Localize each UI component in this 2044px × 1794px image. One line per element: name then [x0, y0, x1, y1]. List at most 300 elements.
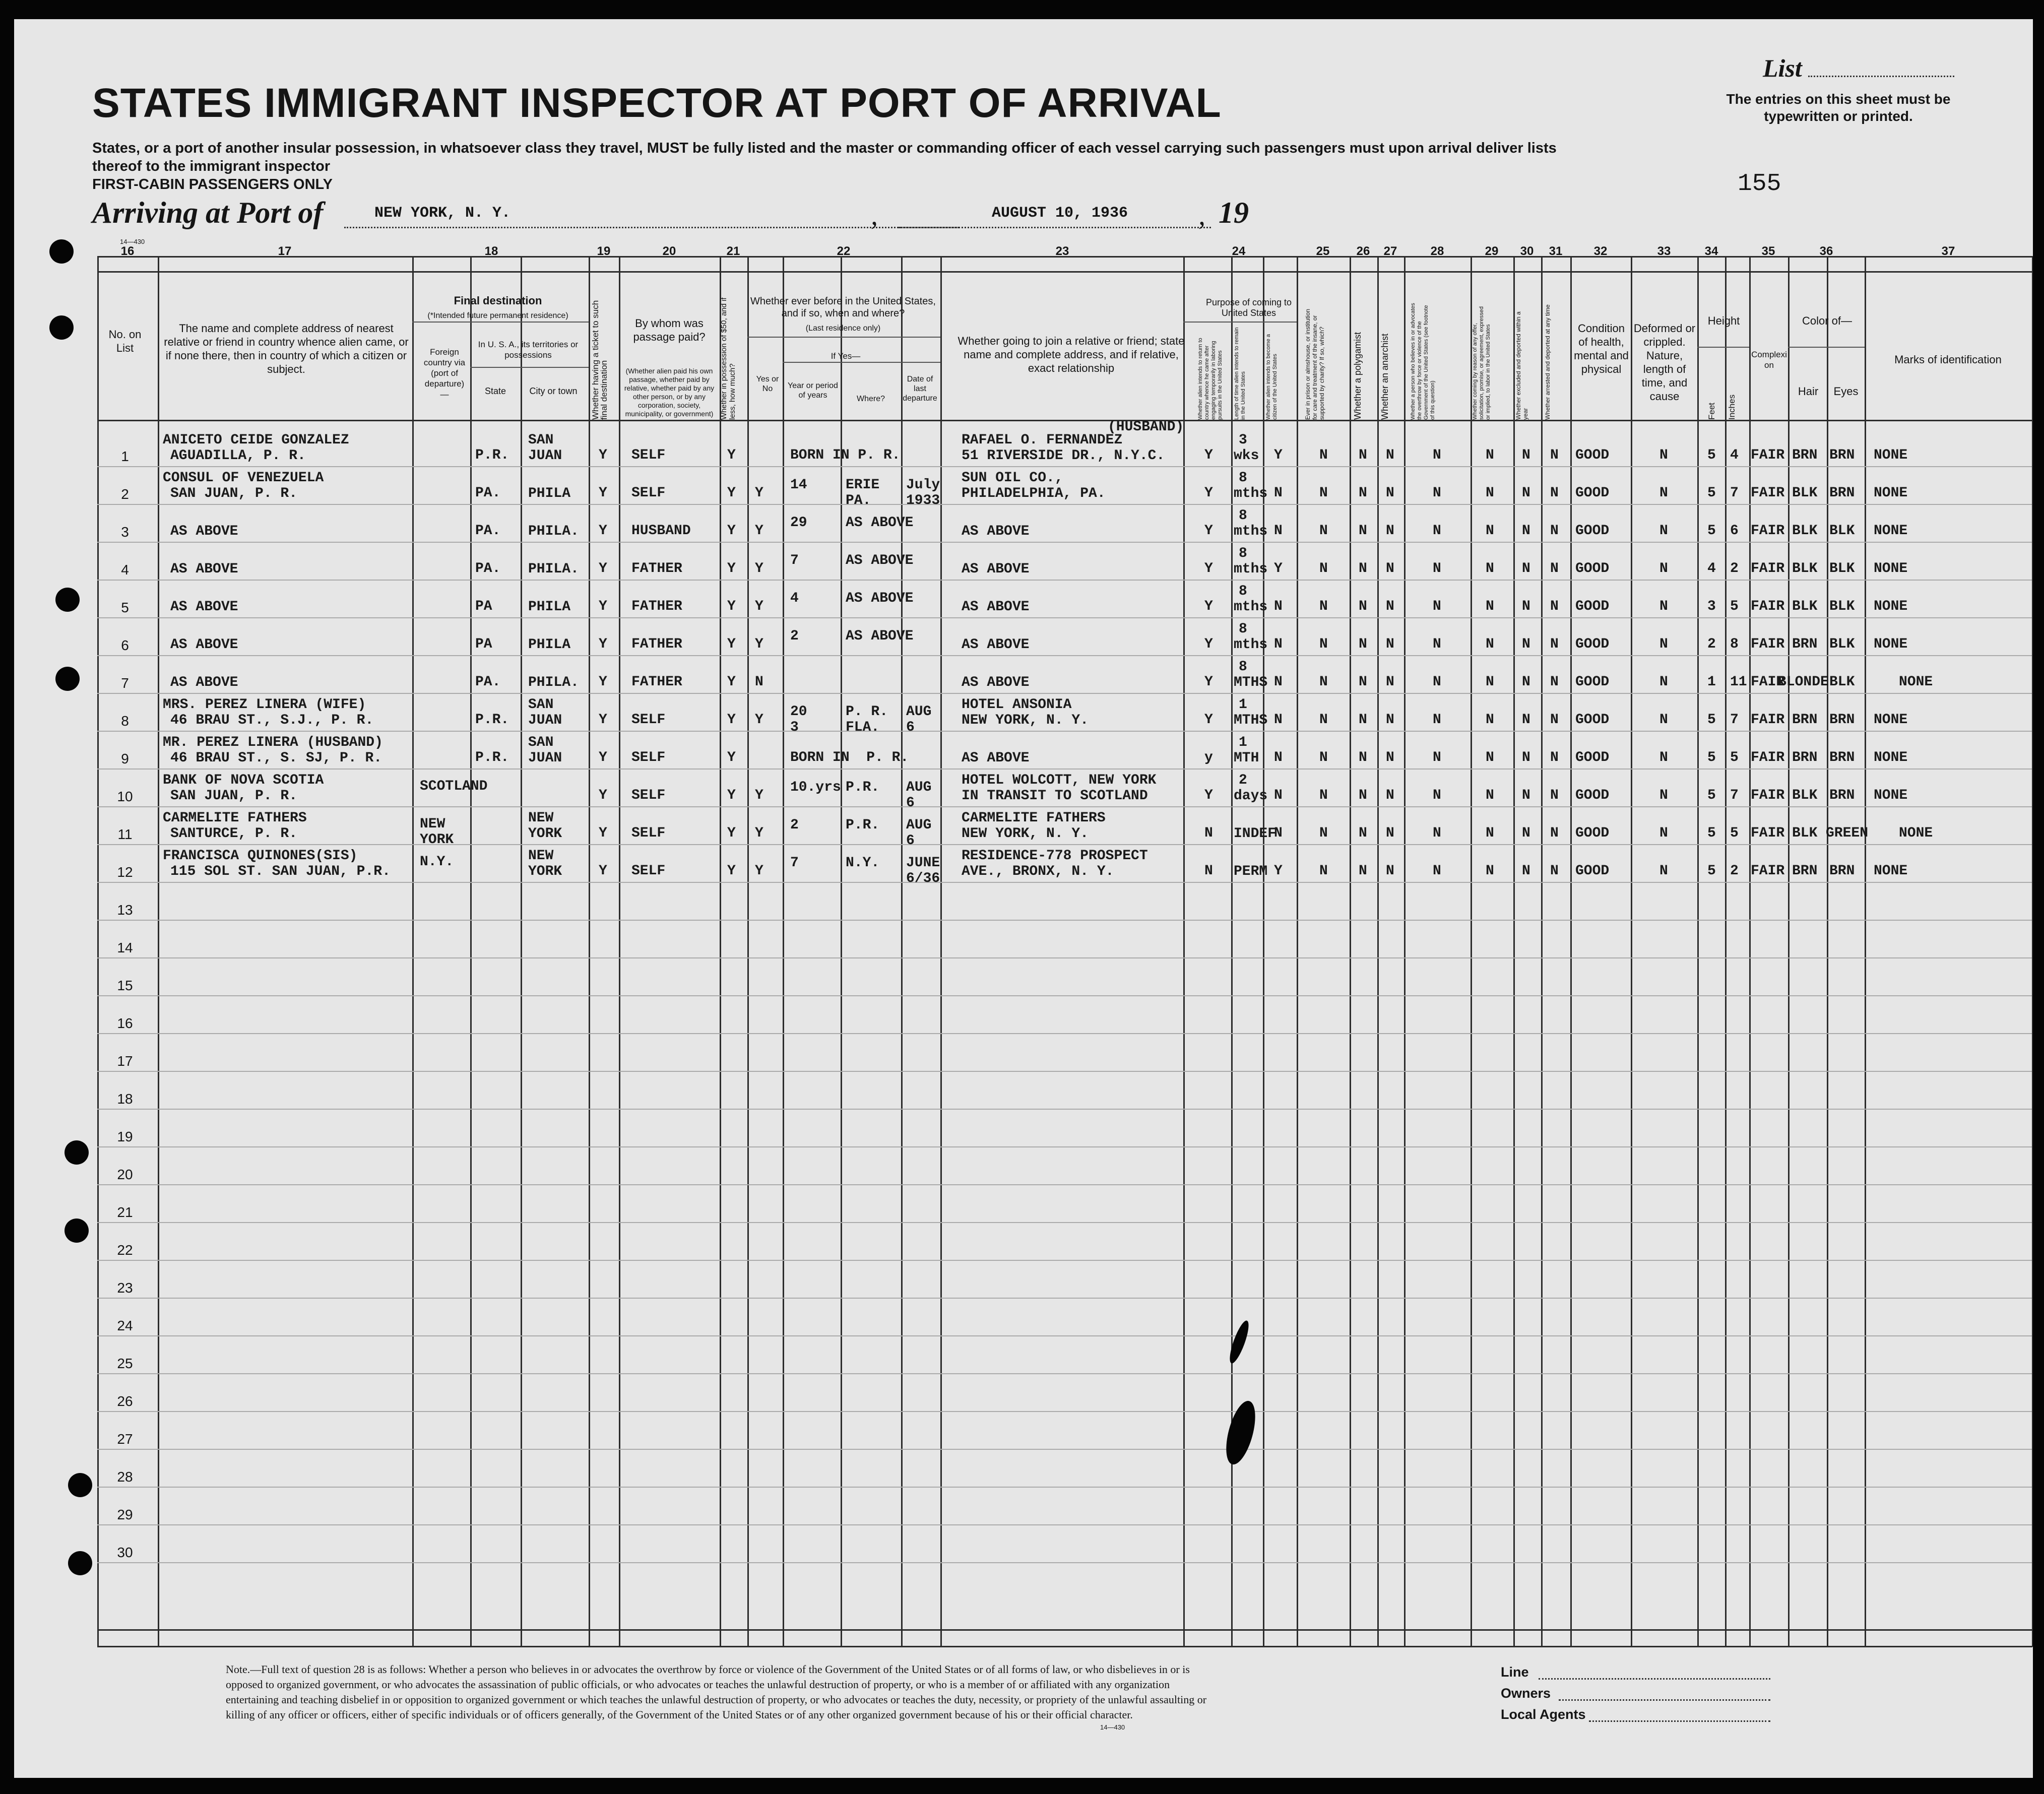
binder-hole	[49, 315, 74, 340]
cell-paid-by: SELF	[631, 712, 666, 728]
cell-departure-date: AUG 6	[906, 704, 932, 735]
cell-identification-marks: NONE	[1874, 636, 1908, 652]
row-guide	[97, 1487, 2032, 1488]
cell-city-line1: SAN	[528, 735, 554, 750]
col35-header: Complexion	[1751, 350, 1787, 370]
cell-before-year: 2	[790, 817, 799, 833]
cell-join-line1: CARMELITE FATHERS	[962, 810, 1106, 826]
cell-complexion: FAIR	[1751, 523, 1785, 539]
cell-q31-answer: N	[1550, 561, 1559, 576]
cell-hair-color: BLK	[1792, 599, 1818, 614]
cell-q31-answer: N	[1550, 674, 1559, 690]
col25-header: Ever in prison or almshouse, or institution for care and treatment of the insane, or supported by charity? If so, which?	[1304, 308, 1325, 420]
cell-city-line2: PHILA.	[528, 675, 579, 690]
grid-vline	[412, 256, 414, 1647]
cell-city-line2: JUAN	[528, 750, 562, 766]
cell-q31-answer: N	[1550, 825, 1559, 841]
col28-header: Whether a person who believes in or advocates the overthrow by force or violence of the Government of the United States (see footnote of this question)	[1410, 303, 1436, 420]
cell-paid-by: SELF	[631, 485, 666, 501]
cell-eye-color: BRN	[1829, 712, 1855, 728]
col20-title: By whom was passage paid?	[633, 317, 706, 343]
col29-header: Whether coming by reason of any offer, solicitation, promise, or agreement, expressed or implied, to labor in the United States	[1472, 306, 1491, 420]
cell-ticket: Y	[599, 825, 607, 841]
row-guide	[97, 731, 2032, 732]
entries-note: The entries on this sheet must be typewritten or printed.	[1726, 91, 1951, 124]
grid-vline	[1631, 256, 1632, 1647]
cell-health: GOOD	[1575, 863, 1610, 879]
cell-deformed: N	[1659, 636, 1668, 652]
row-number: 2	[121, 486, 129, 502]
cell-deformed: N	[1659, 863, 1668, 879]
col18-city: City or town	[529, 386, 578, 396]
cell-stay-length-2: mths	[1234, 486, 1268, 501]
cell-height-feet: 4	[1707, 561, 1716, 576]
cell-name-line2: AS ABOVE	[170, 524, 238, 539]
cell-hair-color: BLONDE	[1778, 674, 1829, 690]
owners-fill	[1559, 1699, 1770, 1701]
cell-name-line2: AS ABOVE	[170, 599, 238, 615]
grid-vline	[1404, 256, 1406, 1647]
port-fill-line	[344, 227, 959, 228]
cell-hair-color: BLK	[1792, 788, 1818, 803]
cell-name-line2: SAN JUAN, P. R.	[170, 788, 298, 804]
cell-complexion: FAIR	[1751, 447, 1785, 463]
cell-name-line2: 46 BRAU ST., S.J., P. R.	[170, 713, 374, 728]
cell-return-intent: N	[1204, 863, 1213, 879]
cell-state: P.R.	[475, 750, 509, 765]
row-guide	[97, 1222, 2032, 1223]
cell-q28-answer: N	[1433, 447, 1441, 463]
cell-q30-answer: N	[1522, 636, 1530, 652]
agents-fill	[1589, 1720, 1770, 1722]
owners-label: Owners	[1501, 1686, 1551, 1701]
row-number: 29	[117, 1507, 133, 1522]
cell-state: P.R.	[475, 447, 509, 463]
cell-paid-by: FATHER	[631, 561, 682, 576]
cell-join-line2: PHILADELPHIA, PA.	[962, 486, 1106, 501]
grid-vline	[1827, 256, 1828, 1647]
row-number: 12	[117, 864, 133, 880]
cell-join-line2: 51 RIVERSIDE DR., N.Y.C.	[962, 448, 1165, 464]
cell-return-intent: Y	[1204, 674, 1213, 690]
cell-paid-by: SELF	[631, 447, 666, 463]
row-guide	[97, 806, 2032, 807]
cell-ticket: Y	[599, 788, 607, 803]
cell-citizen-intent: N	[1274, 674, 1283, 690]
row-number: 27	[117, 1431, 133, 1447]
cell-q29-answer: N	[1486, 636, 1494, 652]
cell-height-inches: 11	[1730, 674, 1747, 690]
cell-q28-answer: N	[1433, 599, 1441, 614]
grid-vline	[940, 256, 942, 1647]
row-number: 9	[121, 751, 129, 766]
cell-anarchist-answer: N	[1386, 712, 1394, 728]
row-number: 21	[117, 1204, 133, 1220]
col17-header: The name and complete address of nearest relative or friend in country whence alien came, or if none there, then in country of which a citizen or subject.	[164, 322, 409, 375]
cell-complexion: FAIR	[1751, 788, 1785, 803]
row-guide	[97, 957, 2032, 958]
cell-before-year: 7	[790, 553, 799, 568]
row-number: 14	[117, 940, 133, 955]
row-number: 28	[117, 1469, 133, 1485]
cell-height-feet: 5	[1707, 750, 1716, 765]
cell-name-line1: FRANCISCA QUINONES(SIS)	[163, 848, 358, 864]
cell-deformed: N	[1659, 561, 1668, 576]
cell-name-line2: 115 SOL ST. SAN JUAN, P.R.	[170, 864, 391, 879]
cell-stay-length-2: wks	[1234, 448, 1259, 464]
cell-join-line2: AS ABOVE	[962, 599, 1030, 615]
column-number: 34	[1704, 244, 1718, 258]
cell-identification-marks: NONE	[1874, 599, 1908, 614]
cell-q29-answer: N	[1486, 674, 1494, 690]
cell-polygamist-answer: N	[1359, 788, 1367, 803]
cell-before-where: AS ABOVE	[846, 515, 914, 531]
cell-identification-marks: NONE	[1874, 788, 1908, 803]
grid-vline	[747, 256, 749, 1647]
cell-return-intent: y	[1204, 750, 1213, 765]
cell-paid-by: FATHER	[631, 636, 682, 652]
col24a-header: Whether alien intends to return to country whence he came after engaging temporarily in laboring pursuits in the United States	[1197, 338, 1223, 420]
row-number: 8	[121, 713, 129, 729]
cell-stay-length-2: days	[1234, 788, 1268, 804]
cell-polygamist-answer: N	[1359, 636, 1367, 652]
cell-hair-color: BRN	[1792, 636, 1818, 652]
cell-prison-answer: N	[1319, 561, 1328, 576]
cell-height-inches: 2	[1730, 561, 1739, 576]
cell-state: PA	[475, 599, 492, 614]
grid-vline	[470, 256, 472, 1647]
cell-stay-length-1: 8	[1239, 508, 1247, 524]
column-number: 19	[597, 244, 611, 258]
col27-header: Whether an anarchist	[1380, 333, 1390, 420]
column-number: 20	[662, 244, 676, 258]
cell-height-inches: 8	[1730, 636, 1739, 652]
cell-stay-length-2: MTH	[1234, 750, 1259, 766]
row-number: 25	[117, 1356, 133, 1371]
grid-vline	[1297, 256, 1298, 1647]
column-number: 30	[1520, 244, 1534, 258]
cell-departure-date: JUNE 6/36	[906, 855, 940, 886]
cell-return-intent: Y	[1204, 485, 1213, 501]
cell-height-feet: 5	[1707, 485, 1716, 501]
cell-health: GOOD	[1575, 825, 1610, 841]
cell-height-inches: 7	[1730, 712, 1739, 728]
cell-citizen-intent: Y	[1274, 863, 1283, 879]
cell-q28-answer: N	[1433, 825, 1441, 841]
cell-height-feet: 5	[1707, 788, 1716, 803]
grid-vline	[1865, 256, 1866, 1647]
cell-money: Y	[727, 825, 736, 841]
cell-stay-length-1: 2	[1239, 773, 1247, 788]
cell-q31-answer: N	[1550, 863, 1559, 879]
cell-join-line1: HOTEL ANSONIA	[962, 697, 1072, 713]
cell-identification-marks: NONE	[1874, 447, 1908, 463]
column-number: 31	[1549, 244, 1563, 258]
col22-ifyes: If Yes—	[831, 351, 861, 361]
cell-citizen-intent: N	[1274, 825, 1283, 841]
cell-citizen-intent: N	[1274, 599, 1283, 614]
cell-eye-color: BLK	[1829, 523, 1855, 539]
cell-polygamist-answer: N	[1359, 712, 1367, 728]
col22-title: Whether ever before in the United States, and if so, when and where?	[750, 296, 936, 319]
cell-ticket: Y	[599, 523, 607, 539]
cell-anarchist-answer: N	[1386, 447, 1394, 463]
cell-q30-answer: N	[1522, 825, 1530, 841]
cell-paid-by: FATHER	[631, 599, 682, 614]
cell-citizen-intent: N	[1274, 523, 1283, 539]
row-number: 7	[121, 675, 129, 691]
cell-paid-by: SELF	[631, 863, 666, 879]
cell-q29-answer: N	[1486, 485, 1494, 501]
arrival-line	[92, 190, 1402, 236]
cell-name-line2: SAN JUAN, P. R.	[170, 486, 298, 501]
cell-city-line2: YORK	[528, 826, 562, 842]
row-number: 24	[117, 1318, 133, 1333]
row-guide	[97, 995, 2032, 996]
cell-stay-length-2: MTHS	[1234, 675, 1268, 690]
cell-hair-color: BRN	[1792, 712, 1818, 728]
row-number: 1	[121, 448, 129, 464]
cell-q30-answer: N	[1522, 674, 1530, 690]
cell-name-line1: MRS. PEREZ LINERA (WIFE)	[163, 697, 366, 713]
cell-height-inches: 5	[1730, 750, 1739, 765]
cell-before-yesno: Y	[755, 825, 763, 841]
row-number: 6	[121, 637, 129, 653]
cell-state: PA	[475, 636, 492, 652]
cell-city-line2: JUAN	[528, 448, 562, 464]
cell-health: GOOD	[1575, 523, 1610, 539]
col22-where: Where?	[856, 395, 885, 403]
cell-money: Y	[727, 599, 736, 614]
cell-health: GOOD	[1575, 712, 1610, 728]
cell-paid-by: SELF	[631, 825, 666, 841]
cell-before-yesno: Y	[755, 788, 763, 803]
column-number: 28	[1430, 244, 1444, 258]
binder-hole	[65, 1140, 89, 1165]
cell-anarchist-answer: N	[1386, 636, 1394, 652]
cell-health: GOOD	[1575, 561, 1610, 576]
cell-name-line2: AGUADILLA, P. R.	[170, 448, 306, 464]
grid-vline	[1725, 256, 1727, 1647]
cell-name-line2: AS ABOVE	[170, 637, 238, 653]
row-guide	[97, 1071, 2032, 1072]
cell-polygamist-answer: N	[1359, 485, 1367, 501]
cell-before-where: AS ABOVE	[846, 591, 914, 606]
cell-q31-answer: N	[1550, 599, 1559, 614]
cell-complexion: FAIR	[1751, 599, 1785, 614]
cell-state: PA.	[475, 523, 501, 539]
cell-hair-color: BRN	[1792, 863, 1818, 879]
cell-name-line2: SANTURCE, P. R.	[170, 826, 298, 842]
cell-q29-answer: N	[1486, 712, 1494, 728]
cell-name-line2: AS ABOVE	[170, 675, 238, 690]
cell-stay-length-2: PERM	[1234, 864, 1268, 879]
cell-identification-marks: NONE	[1874, 712, 1908, 728]
row-guide	[97, 1411, 2032, 1412]
cell-citizen-intent: N	[1274, 788, 1283, 803]
ink-stain	[1221, 1398, 1261, 1467]
row-guide	[97, 844, 2032, 845]
cell-name-line2: 46 BRAU ST., S. SJ, P. R.	[170, 750, 382, 766]
grid-vline	[901, 256, 903, 1647]
cell-polygamist-answer: N	[1359, 863, 1367, 879]
cell-money: Y	[727, 863, 736, 879]
row-number: 10	[117, 789, 133, 804]
cell-money: Y	[727, 523, 736, 539]
cell-q31-answer: N	[1550, 485, 1559, 501]
cell-height-inches: 6	[1730, 523, 1739, 539]
cell-q28-answer: N	[1433, 674, 1441, 690]
cell-height-feet: 5	[1707, 863, 1716, 879]
row-guide	[97, 580, 2032, 581]
arrival-date: AUGUST 10, 1936	[992, 205, 1128, 222]
cell-polygamist-answer: N	[1359, 750, 1367, 765]
ink-stain	[1226, 1319, 1252, 1365]
cell-state: PA.	[475, 674, 501, 690]
cell-anarchist-answer: N	[1386, 599, 1394, 614]
row-number: 20	[117, 1167, 133, 1182]
grid-vline	[1541, 256, 1543, 1647]
cell-hair-color: BLK	[1792, 825, 1818, 841]
cell-q28-answer: N	[1433, 523, 1441, 539]
cell-return-intent: Y	[1204, 788, 1213, 803]
cell-citizen-intent: N	[1274, 485, 1283, 501]
cell-city-line2: YORK	[528, 864, 562, 879]
cell-citizen-intent: N	[1274, 750, 1283, 765]
line-label: Line	[1501, 1664, 1529, 1680]
grid-hline	[97, 420, 2032, 421]
cell-before-yesno: Y	[755, 485, 763, 501]
cell-q29-answer: N	[1486, 523, 1494, 539]
cell-polygamist-answer: N	[1359, 599, 1367, 614]
cell-citizen-intent: N	[1274, 636, 1283, 652]
cell-hair-color: BLK	[1792, 485, 1818, 501]
grid-vline	[589, 256, 590, 1647]
cell-before-where: AS ABOVE	[846, 628, 914, 644]
cell-money: Y	[727, 712, 736, 728]
cell-join-line1: RAFAEL O. FERNANDEZ	[962, 432, 1123, 448]
cell-q31-answer: N	[1550, 750, 1559, 765]
cell-stay-length-1: 8	[1239, 584, 1247, 599]
column-number: 18	[484, 244, 498, 258]
cell-anarchist-answer: N	[1386, 561, 1394, 576]
cell-ticket: Y	[599, 447, 607, 463]
col24b-header: Length of time alien intends to remain in the United States	[1234, 327, 1246, 420]
cell-paid-by: SELF	[631, 788, 666, 803]
row-number: 23	[117, 1280, 133, 1296]
cell-return-intent: Y	[1204, 599, 1213, 614]
intro-text	[92, 139, 1604, 194]
col34-title: Height	[1707, 314, 1740, 327]
grid-vline	[1513, 256, 1515, 1647]
footnote: Note.—Full text of question 28 is as follows: Whether a person who believes in or advocates the overthrow by force or violence of the Government of the United States or of all forms of law, or who disbelieves in or is opposed to organized government, or who advocates the assassination of public officials, or who advocates or teaches the unlawful destruction of property, or who is a member of or affiliated with any organization entertaining and teaching disbelief in or opposition to organized government or which teaches the unlawful destruction of property, or who advocates or teaches the duty, necessity, or propriety of the unlawful assaulting or killing of any officer or officers, either of specific individuals or of officers generally, of the Government of the United States or of any other organized government because of his or their official character.	[226, 1663, 1207, 1721]
cell-join-line2: AVE., BRONX, N. Y.	[962, 864, 1114, 879]
grid-vline	[1788, 256, 1790, 1647]
row-guide	[97, 920, 2032, 921]
cell-q29-answer: N	[1486, 599, 1494, 614]
cell-deformed: N	[1659, 447, 1668, 463]
cell-before-year: BORN IN P. R.	[790, 750, 909, 765]
row-guide	[97, 693, 2032, 694]
cell-q28-answer: N	[1433, 712, 1441, 728]
form-code: 14—430	[120, 238, 145, 245]
cell-complexion: FAIR	[1751, 674, 1785, 690]
grid-hline	[97, 271, 2032, 273]
column-number: 21	[726, 244, 740, 258]
row-number: 26	[117, 1393, 133, 1409]
col22-year: Year or period of years	[788, 381, 838, 400]
grid-hline	[97, 1646, 2032, 1647]
cell-before-yesno: N	[755, 674, 763, 690]
grid-vline	[1350, 256, 1351, 1647]
grid-vline	[1263, 256, 1264, 1647]
col20-subtitle: (Whether alien paid his own passage, whether paid by relative, whether paid by any other person, or by any corporation, society, municipality, or government)	[624, 367, 715, 418]
line-fill	[1539, 1678, 1770, 1680]
col23-header: Whether going to join a relative or friend; state name and complete address, and if relative, exact relationship	[957, 335, 1185, 374]
cell-name-line1: CARMELITE FATHERS	[163, 810, 307, 826]
cell-complexion: FAIR	[1751, 712, 1785, 728]
header-divider	[1183, 322, 1297, 323]
cell-height-inches: 5	[1730, 825, 1739, 841]
cell-anarchist-answer: N	[1386, 674, 1394, 690]
cell-before-year: 29	[790, 515, 807, 531]
cell-stay-length-2: mths	[1234, 599, 1268, 615]
grid-vline	[841, 256, 842, 1647]
cell-ticket: Y	[599, 485, 607, 501]
cell-money: Y	[727, 561, 736, 576]
comma-mark: ,	[1198, 200, 1205, 231]
cell-health: GOOD	[1575, 750, 1610, 765]
cell-ticket: Y	[599, 636, 607, 652]
cell-stay-length-1: 8	[1239, 621, 1247, 637]
cell-before-year: 7	[790, 855, 799, 871]
cell-name-line1: CONSUL OF VENEZUELA	[163, 470, 324, 486]
cell-complexion: FAIR	[1751, 485, 1785, 501]
cell-paid-by: HUSBAND	[631, 523, 691, 539]
cell-health: GOOD	[1575, 447, 1610, 463]
intro-line-1: States, or a port of another insular possession, in whatsoever class they travel, MUST be fully listed and the master or commanding officer of each vessel carrying such passengers must upon arrival deliver lists thereof to the immigrant inspector	[92, 140, 1557, 174]
cell-identification-marks: NONE	[1899, 674, 1933, 690]
cell-before-where: ERIE PA.	[846, 477, 880, 508]
cell-height-inches: 4	[1730, 447, 1739, 463]
cell-hair-color: BRN	[1792, 750, 1818, 765]
cell-complexion: FAIR	[1751, 636, 1785, 652]
cell-before-yesno: Y	[755, 863, 763, 879]
grid-vline	[1471, 256, 1472, 1647]
cell-join-line2: AS ABOVE	[962, 675, 1030, 690]
cell-q31-answer: N	[1550, 712, 1559, 728]
col26-header: Whether a polygamist	[1353, 332, 1363, 420]
cell-stay-length-1: 8	[1239, 470, 1247, 486]
column-number: 35	[1761, 244, 1775, 258]
cell-money: Y	[727, 750, 736, 765]
intro-line-2: FIRST-CABIN PASSENGERS ONLY	[92, 176, 333, 193]
row-guide	[97, 1146, 2032, 1147]
row-guide	[97, 1298, 2032, 1299]
cell-prison-answer: N	[1319, 636, 1328, 652]
cell-city-line2: PHILA.	[528, 561, 579, 577]
cell-eye-color: BRN	[1829, 485, 1855, 501]
cell-join-line1: SUN OIL CO.,	[962, 470, 1063, 486]
binder-hole	[55, 588, 80, 612]
cell-q29-answer: N	[1486, 447, 1494, 463]
list-number-line	[1808, 76, 1954, 77]
cell-before-yesno: Y	[755, 599, 763, 614]
cell-citizen-intent: Y	[1274, 447, 1283, 463]
cell-prison-answer: N	[1319, 523, 1328, 539]
cell-hair-color: BLK	[1792, 523, 1818, 539]
row-number: 18	[117, 1091, 133, 1107]
